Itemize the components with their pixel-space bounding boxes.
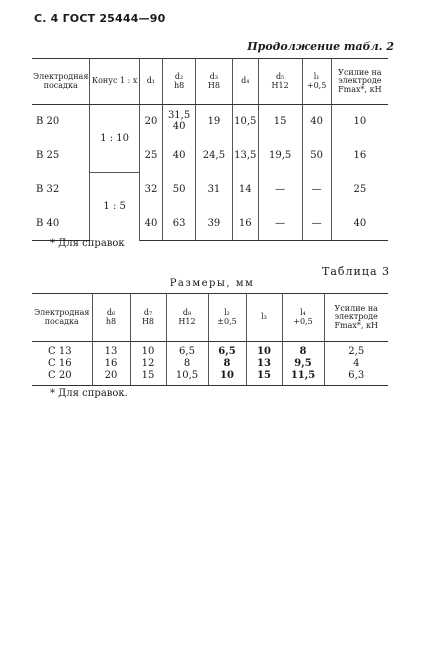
cell-fit: С 13 xyxy=(32,342,92,358)
cell-l4: 9,5 xyxy=(282,358,324,370)
table-row xyxy=(32,358,388,370)
cell-force: 2,5 xyxy=(348,346,365,358)
table-row xyxy=(32,207,388,241)
header-l3: l₃ xyxy=(246,294,282,342)
table-3-footnote: * Для справок. xyxy=(50,388,128,399)
cell-d4: 16 xyxy=(232,207,258,241)
cell-fit: В 25 xyxy=(32,139,90,173)
cell-force: 16 xyxy=(353,150,367,161)
cell-d5: 15 xyxy=(258,105,302,139)
cell-d8: 6,5 xyxy=(166,342,208,358)
cell-l1: — xyxy=(302,173,331,207)
cell-l2: 8 xyxy=(208,358,246,370)
cell-d5: — xyxy=(258,207,302,241)
cell-d4: 14 xyxy=(232,173,258,207)
header-d6: d₆ h8 xyxy=(92,294,130,342)
table-2-footnote: * Для справок xyxy=(50,238,125,249)
cell-d1: 20 xyxy=(139,105,162,139)
table-row xyxy=(32,370,388,386)
table-row xyxy=(32,139,388,173)
header-d3: d₃ H8 xyxy=(196,59,233,105)
cell-force: 6,3 xyxy=(324,370,388,386)
cell-taper: 1 : 10 xyxy=(90,105,140,173)
cell-d6: 13 xyxy=(92,342,130,358)
header-d2: d₂ h8 xyxy=(163,59,196,105)
cell-fit: В 20 xyxy=(32,105,90,139)
header-force: Усилие на электроде Fmax*, кН xyxy=(331,59,388,105)
cell-d8: 8 xyxy=(166,358,208,370)
cell-d5: — xyxy=(258,173,302,207)
cell-force: 40 xyxy=(331,207,388,241)
header-fit: Электродная посадка xyxy=(32,294,92,342)
cell-l1: 40 xyxy=(302,105,331,139)
table-header-row xyxy=(32,294,388,342)
cell-d1: 32 xyxy=(139,173,162,207)
cell-d3: 24,5 xyxy=(196,139,233,173)
table-3-caption: Таблица 3 xyxy=(322,265,390,278)
cell-taper: 1 : 5 xyxy=(90,173,140,241)
table-header-row xyxy=(32,59,388,105)
header-force: Усилие на электроде Fmax*, кН xyxy=(324,294,388,342)
cell-d2: 63 xyxy=(163,207,196,241)
cell-d7: 12 xyxy=(130,358,166,370)
cell-l2: 10 xyxy=(208,370,246,386)
cell-fit: С 20 xyxy=(32,370,92,386)
cell-force: 25 xyxy=(353,184,367,195)
cell-d3: 31 xyxy=(196,173,233,207)
cell-d4: 13,5 xyxy=(232,139,258,173)
cell-d6: 20 xyxy=(92,370,130,386)
cell-force: 4 xyxy=(353,358,360,369)
header-l1: l₁ +0,5 xyxy=(302,59,331,105)
cell-force: 10 xyxy=(353,116,367,128)
cell-d2: 31,5 40 xyxy=(163,105,196,139)
header-fit: Электродная посадка xyxy=(32,59,90,105)
cell-fit: В 40 xyxy=(32,207,90,241)
cell-d2: 50 xyxy=(163,173,196,207)
cell-l3: 15 xyxy=(246,370,282,386)
cell-l2: 6,5 xyxy=(208,342,246,358)
header-d7: d₇ H8 xyxy=(130,294,166,342)
cell-l1: — xyxy=(302,207,331,241)
table-row xyxy=(32,173,388,207)
cell-d4: 10,5 xyxy=(232,105,258,139)
cell-l4: 8 xyxy=(282,342,324,358)
table-row xyxy=(32,342,388,358)
header-d4: d₄ xyxy=(232,59,258,105)
header-taper: Конус 1 : x xyxy=(90,59,140,105)
page-header: С. 4 ГОСТ 25444—90 xyxy=(34,12,166,25)
cell-d7: 10 xyxy=(130,342,166,358)
cell-fit: С 16 xyxy=(32,358,92,370)
cell-d2: 40 xyxy=(163,139,196,173)
header-l2: l₂ ±0,5 xyxy=(208,294,246,342)
table-row xyxy=(32,105,388,139)
cell-d7: 15 xyxy=(130,370,166,386)
cell-d6: 16 xyxy=(92,358,130,370)
cell-d3: 19 xyxy=(196,105,233,139)
cell-d1: 25 xyxy=(139,139,162,173)
cell-d8: 10,5 xyxy=(166,370,208,386)
table-2-continuation xyxy=(32,58,388,241)
table-3 xyxy=(32,293,388,386)
cell-fit: В 32 xyxy=(32,173,90,207)
table-3-subtitle: Размеры, мм xyxy=(169,278,255,289)
cell-l3: 13 xyxy=(246,358,282,370)
cell-l1: 50 xyxy=(302,139,331,173)
table-continuation-caption: Продолжение табл. 2 xyxy=(247,40,394,53)
cell-l3: 10 xyxy=(246,342,282,358)
cell-d3: 39 xyxy=(196,207,233,241)
header-l4: l₄ +0,5 xyxy=(282,294,324,342)
header-d5: d₅ H12 xyxy=(258,59,302,105)
cell-d1: 40 xyxy=(139,207,162,241)
cell-d5: 19,5 xyxy=(258,139,302,173)
cell-l4: 11,5 xyxy=(282,370,324,386)
header-d1: d₁ xyxy=(139,59,162,105)
header-d8: d₈ H12 xyxy=(166,294,208,342)
